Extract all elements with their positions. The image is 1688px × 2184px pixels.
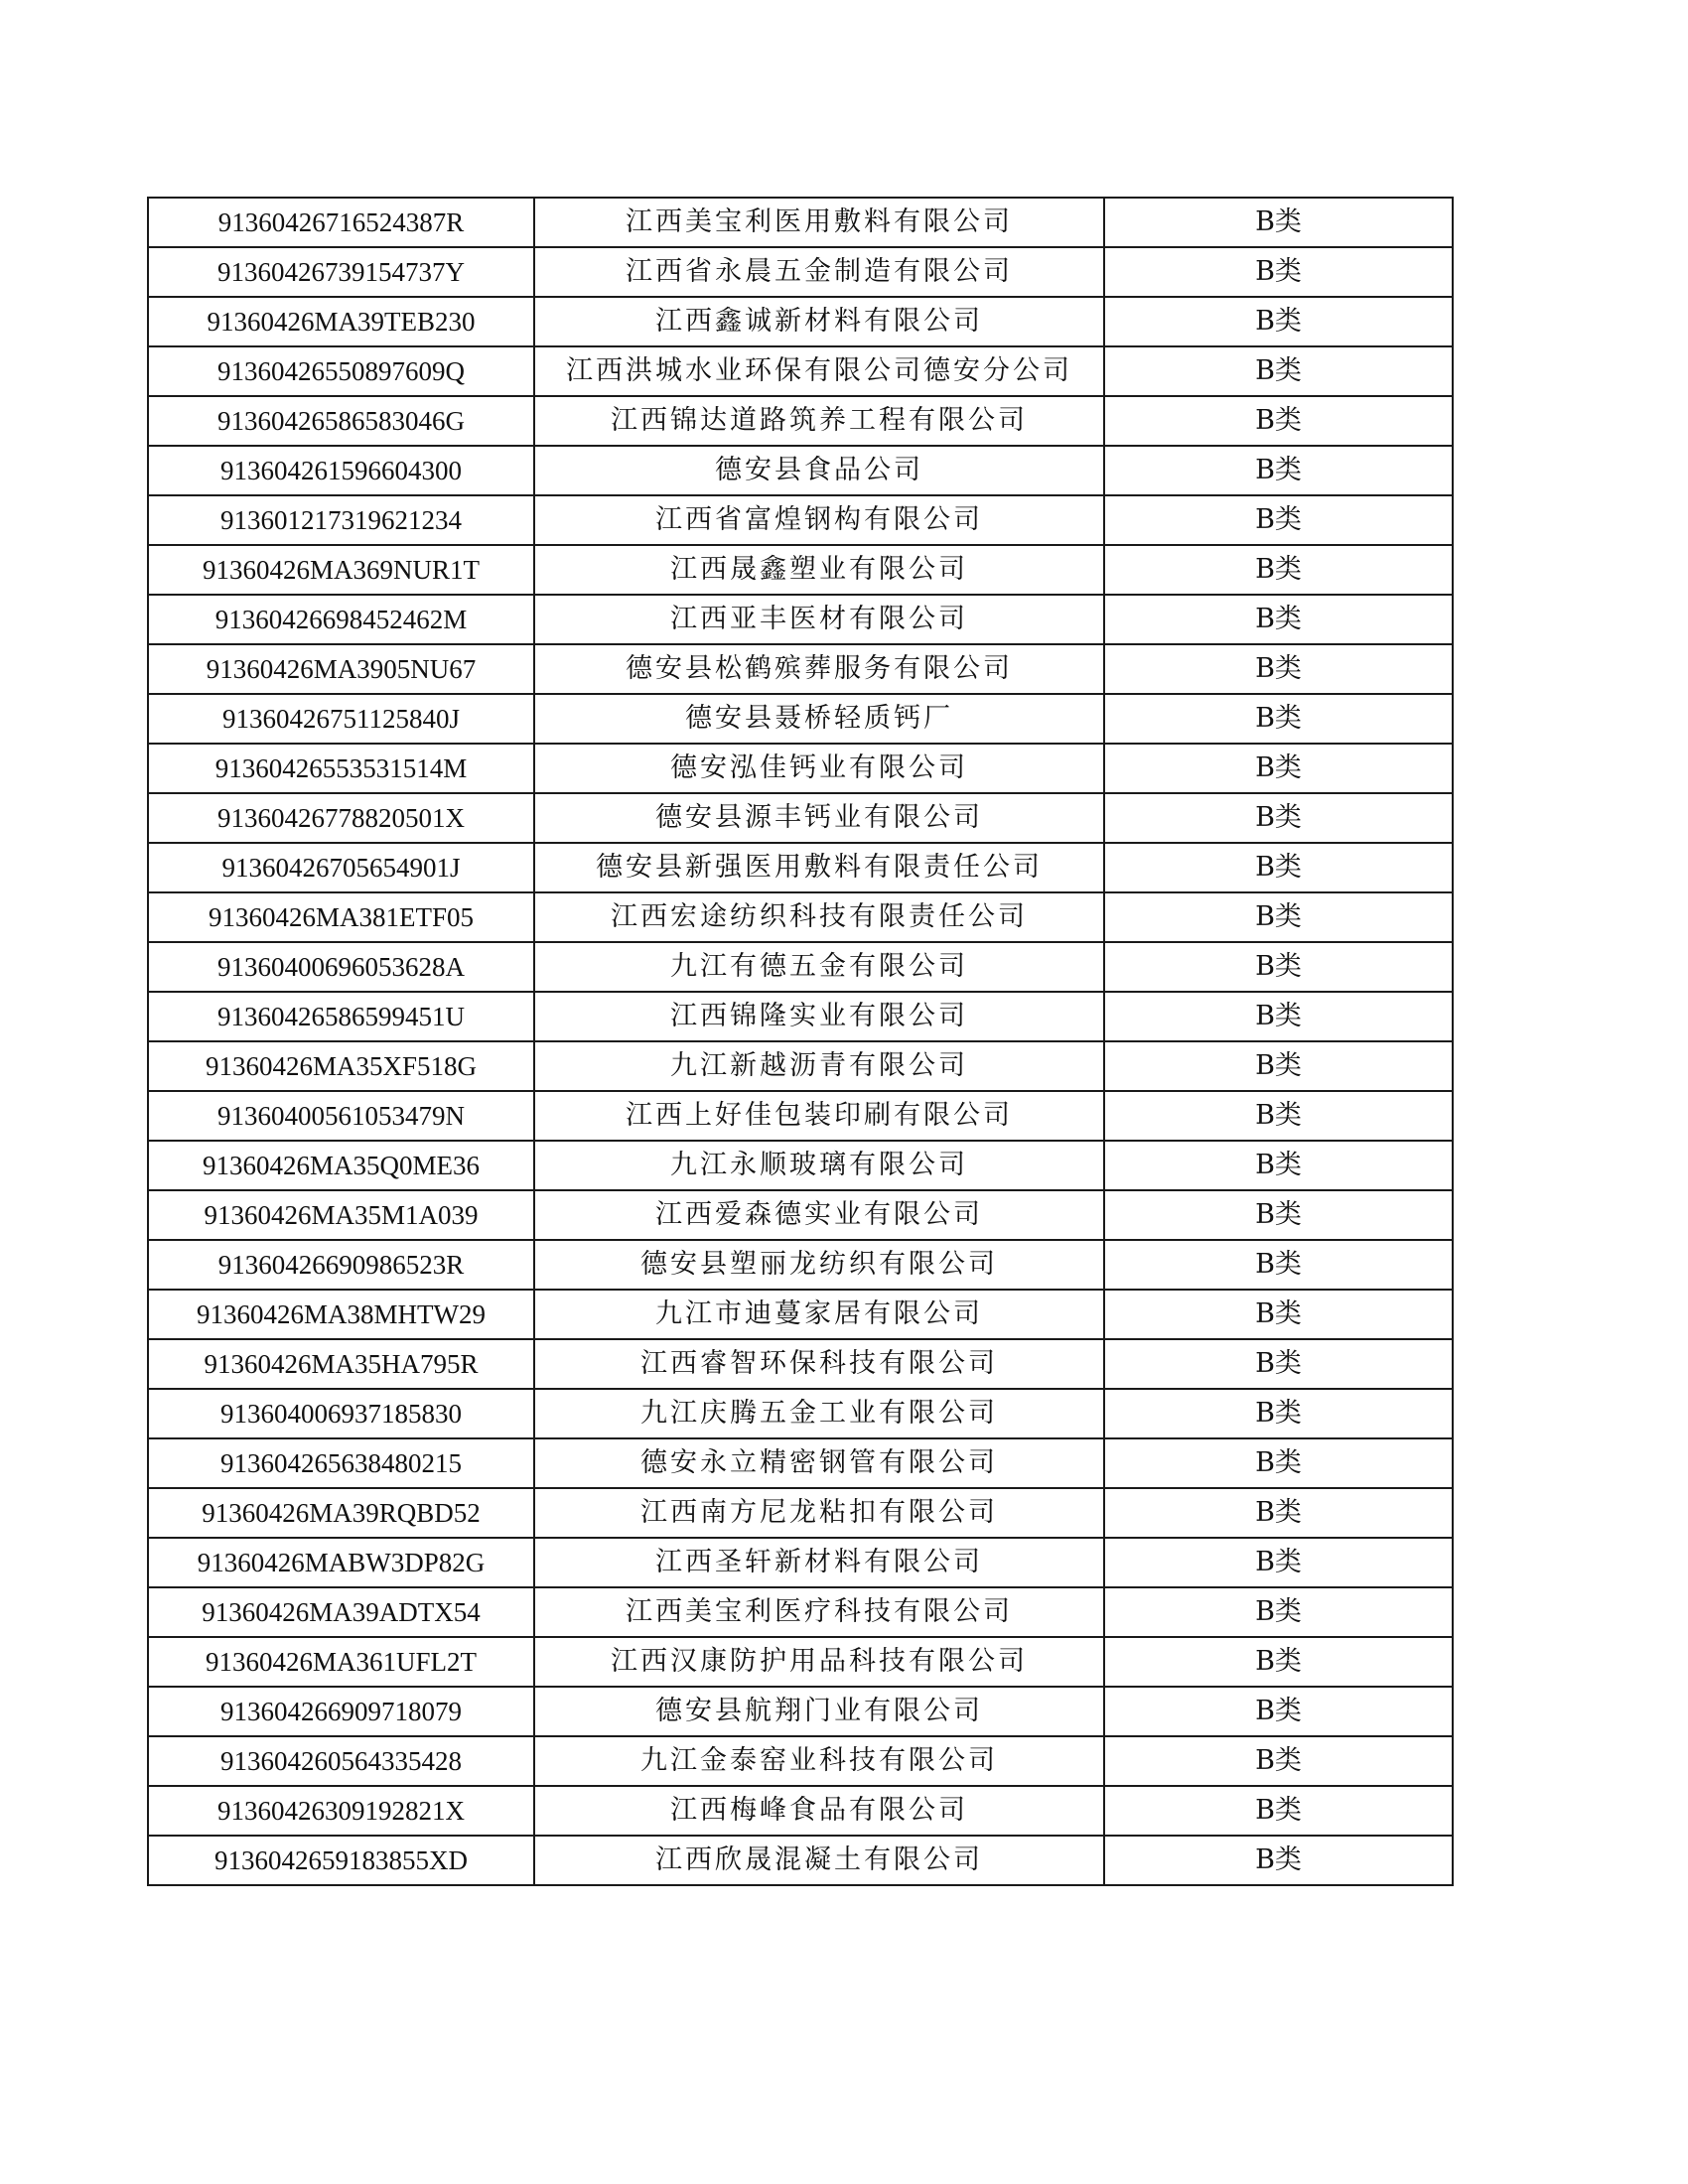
credit-code-cell: 91360426MA381ETF05: [148, 892, 534, 942]
company-name-cell: 江西省富煌钢构有限公司: [534, 495, 1104, 545]
table-row: [148, 1141, 1453, 1190]
table-row: [148, 1488, 1453, 1538]
credit-code-cell: 91360426MA38MHTW29: [148, 1290, 534, 1339]
category-cell: B类: [1104, 992, 1453, 1041]
category-cell: B类: [1104, 1637, 1453, 1687]
credit-code-cell: 91360426MA35XF518G: [148, 1041, 534, 1091]
category-cell: B类: [1104, 1190, 1453, 1240]
company-name-cell: 江西美宝利医疗科技有限公司: [534, 1587, 1104, 1637]
credit-code-cell: 91360426MA361UFL2T: [148, 1637, 534, 1687]
company-name-cell: 德安县源丰钙业有限公司: [534, 793, 1104, 843]
credit-code-cell: 91360426MA39RQBD52: [148, 1488, 534, 1538]
company-name-cell: 江西美宝利医用敷料有限公司: [534, 198, 1104, 247]
company-name-cell: 九江市迪蔓家居有限公司: [534, 1290, 1104, 1339]
credit-code-cell: 91360426MA39TEB230: [148, 297, 534, 346]
company-name-cell: 江西圣轩新材料有限公司: [534, 1538, 1104, 1587]
category-cell: B类: [1104, 446, 1453, 495]
category-cell: B类: [1104, 793, 1453, 843]
enterprise-table: [147, 197, 1454, 1886]
category-cell: B类: [1104, 247, 1453, 297]
category-cell: B类: [1104, 1041, 1453, 1091]
category-cell: B类: [1104, 346, 1453, 396]
category-cell: B类: [1104, 1290, 1453, 1339]
company-name-cell: 江西洪城水业环保有限公司德安分公司: [534, 346, 1104, 396]
table-row: [148, 198, 1453, 247]
category-cell: B类: [1104, 1587, 1453, 1637]
credit-code-cell: 91360426698452462M: [148, 595, 534, 644]
company-name-cell: 德安县塑丽龙纺织有限公司: [534, 1240, 1104, 1290]
category-cell: B类: [1104, 545, 1453, 595]
table-row: [148, 1786, 1453, 1836]
company-name-cell: 江西睿智环保科技有限公司: [534, 1339, 1104, 1389]
category-cell: B类: [1104, 892, 1453, 942]
category-cell: B类: [1104, 1687, 1453, 1736]
company-name-cell: 九江庆腾五金工业有限公司: [534, 1389, 1104, 1438]
table-row: [148, 1438, 1453, 1488]
category-cell: B类: [1104, 1339, 1453, 1389]
company-name-cell: 江西上好佳包装印刷有限公司: [534, 1091, 1104, 1141]
credit-code-cell: 91360426751125840J: [148, 694, 534, 744]
credit-code-cell: 913604261596604300: [148, 446, 534, 495]
company-name-cell: 江西梅峰食品有限公司: [534, 1786, 1104, 1836]
table-row: [148, 892, 1453, 942]
category-cell: B类: [1104, 1389, 1453, 1438]
category-cell: B类: [1104, 1240, 1453, 1290]
credit-code-cell: 91360426705654901J: [148, 843, 534, 892]
company-name-cell: 九江金泰窑业科技有限公司: [534, 1736, 1104, 1786]
table-row: [148, 1687, 1453, 1736]
credit-code-cell: 91360426550897609Q: [148, 346, 534, 396]
table-row: [148, 992, 1453, 1041]
table-row: [148, 396, 1453, 446]
credit-code-cell: 91360426MA39ADTX54: [148, 1587, 534, 1637]
category-cell: B类: [1104, 396, 1453, 446]
category-cell: B类: [1104, 1091, 1453, 1141]
company-name-cell: 德安县聂桥轻质钙厂: [534, 694, 1104, 744]
credit-code-cell: 91360426MA35HA795R: [148, 1339, 534, 1389]
category-cell: B类: [1104, 744, 1453, 793]
company-name-cell: 江西爱森德实业有限公司: [534, 1190, 1104, 1240]
credit-code-cell: 91360426MA3905NU67: [148, 644, 534, 694]
credit-code-cell: 913604265638480215: [148, 1438, 534, 1488]
credit-code-cell: 91360426MABW3DP82G: [148, 1538, 534, 1587]
table-row: [148, 1538, 1453, 1587]
table-row: [148, 694, 1453, 744]
category-cell: B类: [1104, 1538, 1453, 1587]
table-row: [148, 843, 1453, 892]
table-row: [148, 793, 1453, 843]
company-name-cell: 九江新越沥青有限公司: [534, 1041, 1104, 1091]
table-row: [148, 1190, 1453, 1240]
table-row: [148, 595, 1453, 644]
credit-code-cell: 91360426690986523R: [148, 1240, 534, 1290]
credit-code-cell: 913604266909718079: [148, 1687, 534, 1736]
company-name-cell: 江西南方尼龙粘扣有限公司: [534, 1488, 1104, 1538]
category-cell: B类: [1104, 942, 1453, 992]
table-row: [148, 1637, 1453, 1687]
category-cell: B类: [1104, 843, 1453, 892]
company-name-cell: 江西亚丰医材有限公司: [534, 595, 1104, 644]
credit-code-cell: 91360426778820501X: [148, 793, 534, 843]
table-row: [148, 545, 1453, 595]
table-row: [148, 1587, 1453, 1637]
category-cell: B类: [1104, 644, 1453, 694]
table-row: [148, 1339, 1453, 1389]
credit-code-cell: 91360426MA35M1A039: [148, 1190, 534, 1240]
credit-code-cell: 91360426MA369NUR1T: [148, 545, 534, 595]
category-cell: B类: [1104, 297, 1453, 346]
table-row: [148, 1836, 1453, 1885]
table-row: [148, 247, 1453, 297]
credit-code-cell: 913604260564335428: [148, 1736, 534, 1786]
credit-code-cell: 91360426MA35Q0ME36: [148, 1141, 534, 1190]
credit-code-cell: 91360426553531514M: [148, 744, 534, 793]
enterprise-table-body: [148, 198, 1453, 1885]
credit-code-cell: 913604006937185830: [148, 1389, 534, 1438]
category-cell: B类: [1104, 1141, 1453, 1190]
category-cell: B类: [1104, 495, 1453, 545]
category-cell: B类: [1104, 694, 1453, 744]
credit-code-cell: 91360400561053479N: [148, 1091, 534, 1141]
company-name-cell: 德安县食品公司: [534, 446, 1104, 495]
credit-code-cell: 913601217319621234: [148, 495, 534, 545]
category-cell: B类: [1104, 1836, 1453, 1885]
company-name-cell: 德安县松鹤殡葬服务有限公司: [534, 644, 1104, 694]
company-name-cell: 江西晟鑫塑业有限公司: [534, 545, 1104, 595]
category-cell: B类: [1104, 1488, 1453, 1538]
company-name-cell: 德安县航翔门业有限公司: [534, 1687, 1104, 1736]
credit-code-cell: 91360426739154737Y: [148, 247, 534, 297]
company-name-cell: 江西锦隆实业有限公司: [534, 992, 1104, 1041]
company-name-cell: 江西汉康防护用品科技有限公司: [534, 1637, 1104, 1687]
category-cell: B类: [1104, 1736, 1453, 1786]
company-name-cell: 江西锦达道路筑养工程有限公司: [534, 396, 1104, 446]
company-name-cell: 九江有德五金有限公司: [534, 942, 1104, 992]
company-name-cell: 九江永顺玻璃有限公司: [534, 1141, 1104, 1190]
table-row: [148, 1091, 1453, 1141]
company-name-cell: 江西鑫诚新材料有限公司: [534, 297, 1104, 346]
table-row: [148, 1389, 1453, 1438]
company-name-cell: 德安县新强医用敷料有限责任公司: [534, 843, 1104, 892]
table-row: [148, 446, 1453, 495]
credit-code-cell: 91360426586583046G: [148, 396, 534, 446]
table-row: [148, 1290, 1453, 1339]
category-cell: B类: [1104, 198, 1453, 247]
credit-code-cell: 91360426716524387R: [148, 198, 534, 247]
table-row: [148, 744, 1453, 793]
category-cell: B类: [1104, 1438, 1453, 1488]
category-cell: B类: [1104, 1786, 1453, 1836]
credit-code-cell: 91360426309192821X: [148, 1786, 534, 1836]
table-row: [148, 644, 1453, 694]
company-name-cell: 德安永立精密钢管有限公司: [534, 1438, 1104, 1488]
table-row: [148, 1041, 1453, 1091]
company-name-cell: 江西宏途纺织科技有限责任公司: [534, 892, 1104, 942]
category-cell: B类: [1104, 595, 1453, 644]
company-name-cell: 江西省永晨五金制造有限公司: [534, 247, 1104, 297]
company-name-cell: 江西欣晟混凝土有限公司: [534, 1836, 1104, 1885]
table-row: [148, 297, 1453, 346]
table-row: [148, 495, 1453, 545]
table-row: [148, 1240, 1453, 1290]
table-row: [148, 942, 1453, 992]
table-row: [148, 1736, 1453, 1786]
company-name-cell: 德安泓佳钙业有限公司: [534, 744, 1104, 793]
table-row: [148, 346, 1453, 396]
credit-code-cell: 91360400696053628A: [148, 942, 534, 992]
credit-code-cell: 9136042659183855XD: [148, 1836, 534, 1885]
credit-code-cell: 91360426586599451U: [148, 992, 534, 1041]
